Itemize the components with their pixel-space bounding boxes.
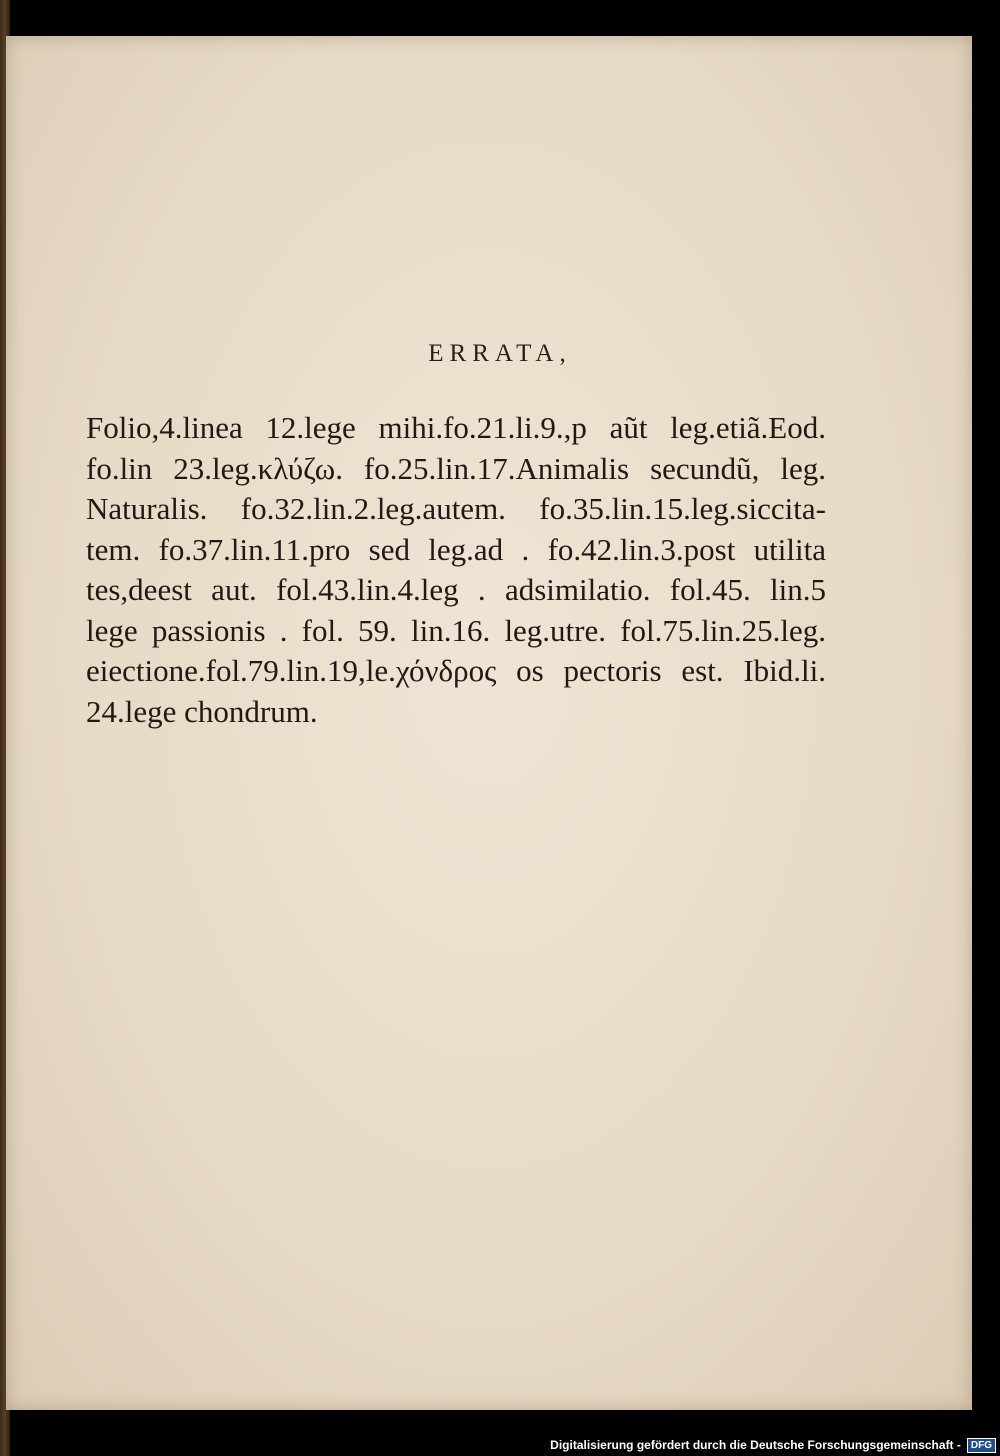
errata-line: Naturalis. fo.32.lin.2.leg.autem. fo.35.lin.15.leg.siccita-: [86, 491, 826, 526]
errata-line: lege passionis . fol. 59. lin.16. leg.utre. fol.75.lin.25.leg.: [86, 612, 826, 648]
errata-line: eiectione.fol.79.lin.19,le.χόνδρος os pectoris est. Ibid.li.: [86, 653, 826, 688]
errata-line: Folio,4.linea 12.lege mihi.fo.21.li.9.,p aũt leg.etiã.Eod.: [86, 410, 826, 445]
errata-line: fo.lin 23.leg.κλύζω. fo.25.lin.17.Animalis secundũ, leg.: [86, 450, 826, 486]
errata-line: 24.lege chondrum.: [86, 693, 318, 729]
errata-line: tes,deest aut. fol.43.lin.4.leg . adsimilatio. fol.45. lin.5: [86, 572, 826, 607]
digitization-credit: [542, 1434, 1000, 1456]
errata-heading: ERRATA,: [428, 340, 572, 367]
dfg-logo: DFG: [967, 1438, 996, 1453]
errata-line: tem. fo.37.lin.11.pro sed leg.ad . fo.42.lin.3.post utilita: [86, 531, 826, 567]
errata-body: [86, 408, 826, 732]
credit-text: Digitalisierung gefördert durch die Deutsche Forschungsgemeinschaft -: [550, 1438, 961, 1452]
